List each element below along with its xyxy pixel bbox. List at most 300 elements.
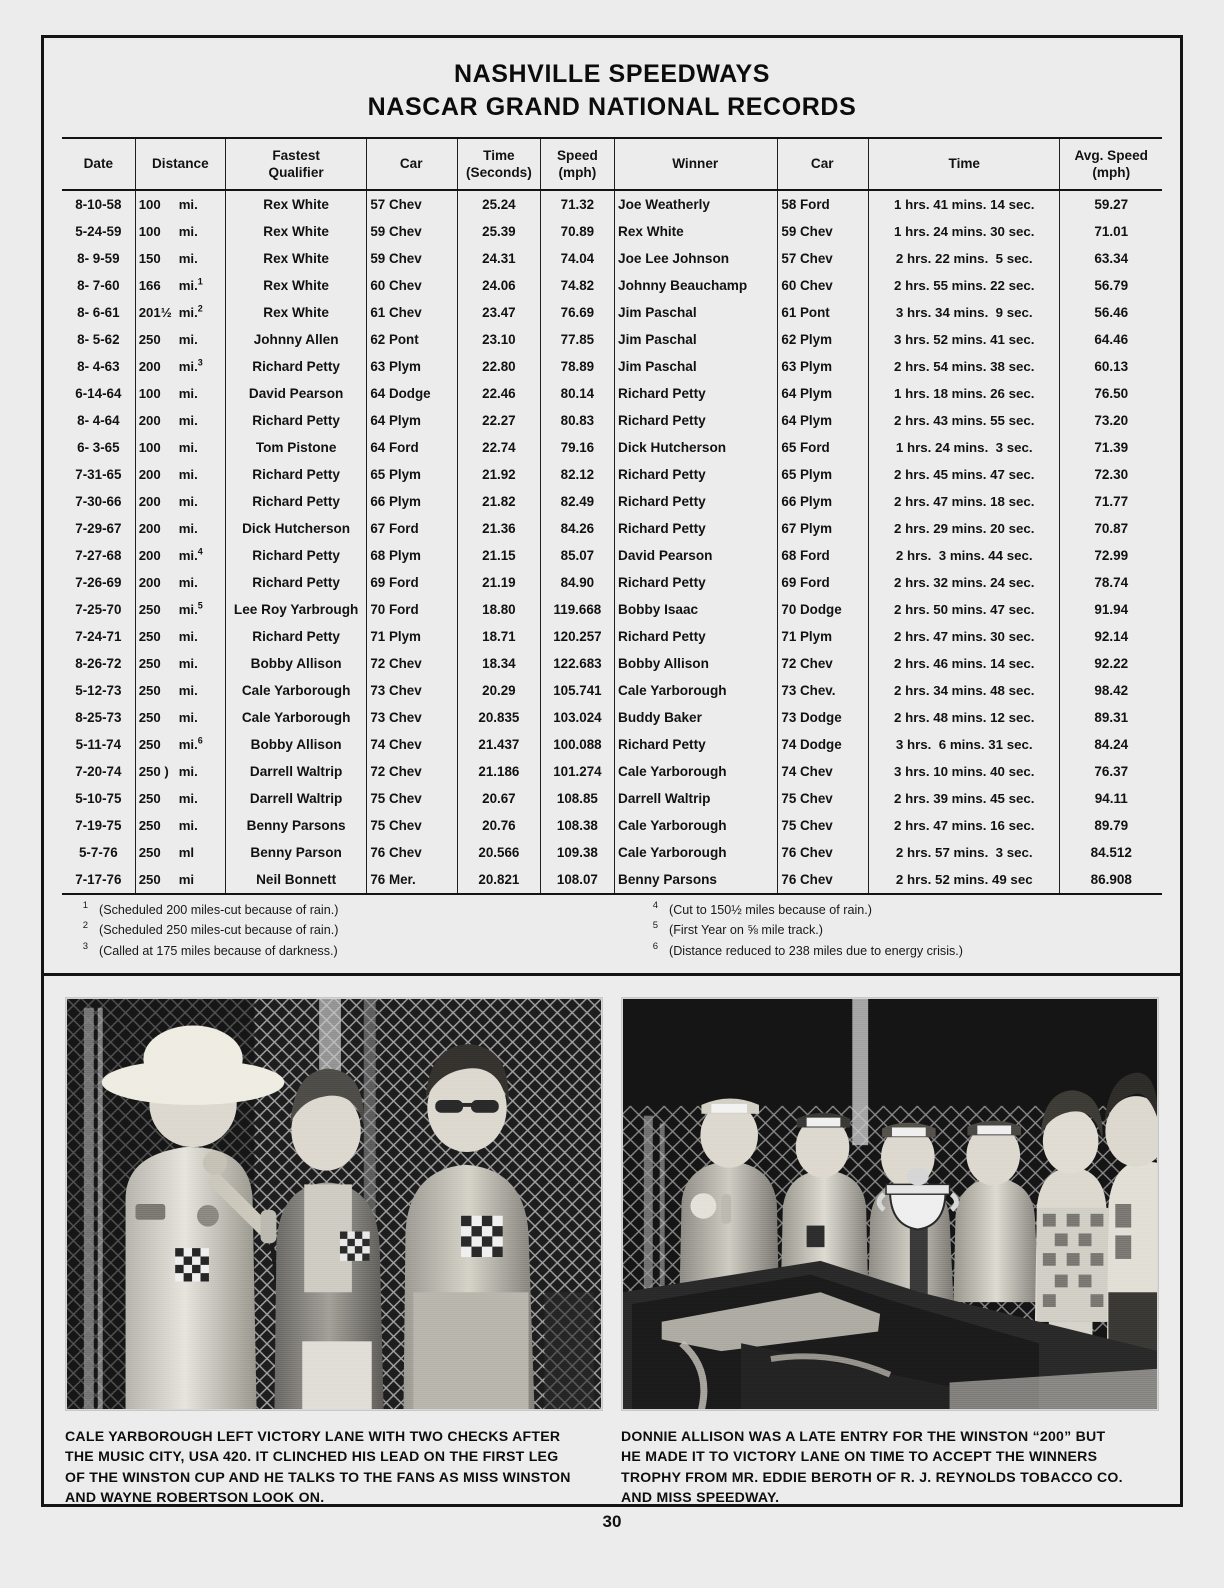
caption-left-line-2: THE MUSIC CITY, USA 420. IT CLINCHED HIS LEAD ON THE FIRST LEG [65, 1448, 559, 1465]
cell-fastest-qualifier: Cale Yarborough [225, 704, 366, 731]
cell-fastest-qualifier: Rex White [225, 272, 366, 299]
col-header-fq-line2: Qualifier [268, 164, 324, 180]
col-header-qual-car: Car [367, 138, 458, 190]
footnotes [62, 900, 1162, 961]
cell-winner-time: 2 hrs. 45 mins. 47 sec. [869, 461, 1060, 488]
footnote-text: (Scheduled 250 miles-cut because of rain.) [99, 923, 339, 938]
cell-winner-car: 64 Plym [778, 380, 869, 407]
cell-fastest-qualifier: Bobby Allison [225, 650, 366, 677]
cell-winner-time: 2 hrs. 46 mins. 14 sec. [869, 650, 1060, 677]
cell-avg-speed: 78.74 [1060, 569, 1162, 596]
cell-qualifier-speed: 108.85 [540, 785, 614, 812]
table-row [62, 758, 1162, 785]
table-row [62, 839, 1162, 866]
cell-date: 7-31-65 [75, 467, 122, 483]
cell-fastest-qualifier: Tom Pistone [225, 434, 366, 461]
cell-qualifier-speed: 120.257 [540, 623, 614, 650]
cell-distance: 250 mi. [135, 650, 225, 677]
footnote-number: 3 [82, 940, 88, 952]
cell-qualifier-car: 67 Ford [367, 515, 458, 542]
cell-avg-speed: 84.512 [1060, 839, 1162, 866]
col-header-winner: Winner [615, 138, 778, 190]
cell-distance: 100 mi. [135, 380, 225, 407]
cell-distance: 250 mi.$^5$ [135, 596, 225, 623]
cell-winner-time: 2 hrs. 47 mins. 16 sec. [869, 812, 1060, 839]
cell-winner-time: 2 hrs. 3 mins. 44 sec. [869, 542, 1060, 569]
cell-qualifier-speed: 70.89 [540, 218, 614, 245]
cell-distance: 200 mi.$^3$ [135, 353, 225, 380]
caption-left-line-4: AND WAYNE ROBERTSON LOOK ON. [65, 1489, 325, 1506]
cell-winner-time: 2 hrs. 55 mins. 22 sec. [869, 272, 1060, 299]
cell-winner-time: 2 hrs. 29 mins. 20 sec. [869, 515, 1060, 542]
table-row [62, 272, 1162, 299]
cell-qualifier-time: 22.74 [458, 434, 541, 461]
cell-avg-speed: 63.34 [1060, 245, 1162, 272]
cell-winner: David Pearson [615, 542, 778, 569]
cell-qualifier-car: 76 Chev [367, 839, 458, 866]
cell-fastest-qualifier: Dick Hutcherson [225, 515, 366, 542]
cell-avg-speed: 56.79 [1060, 272, 1162, 299]
cell-fastest-qualifier: Johnny Allen [225, 326, 366, 353]
cell-qualifier-time: 22.27 [458, 407, 541, 434]
cell-qualifier-time: 24.06 [458, 272, 541, 299]
cell-winner-car: 66 Plym [778, 488, 869, 515]
footnote-item [632, 900, 1162, 920]
cell-winner-car: 72 Chev [778, 650, 869, 677]
cell-date: 7-19-75 [75, 818, 122, 834]
cell-winner-car: 59 Chev [778, 218, 869, 245]
cell-qualifier-time: 20.29 [458, 677, 541, 704]
cell-winner-car: 73 Dodge [778, 704, 869, 731]
cell-winner: Joe Lee Johnson [615, 245, 778, 272]
cell-fastest-qualifier: Benny Parson [225, 839, 366, 866]
cell-qualifier-car: 72 Chev [367, 650, 458, 677]
cell-fastest-qualifier: Richard Petty [225, 488, 366, 515]
cell-distance: 200 mi. [135, 407, 225, 434]
cell-distance: 100 mi. [135, 434, 225, 461]
cell-qualifier-speed: 80.83 [540, 407, 614, 434]
cell-fastest-qualifier: Darrell Waltrip [225, 758, 366, 785]
cell-fastest-qualifier: Lee Roy Yarbrough [225, 596, 366, 623]
page-number: 30 [602, 1512, 622, 1531]
cell-avg-speed: 94.11 [1060, 785, 1162, 812]
cell-winner-time: 2 hrs. 39 mins. 45 sec. [869, 785, 1060, 812]
footnote-text: (First Year on ⅝ mile track.) [669, 923, 823, 938]
cell-date: 8-26-72 [75, 656, 122, 672]
table-row [62, 866, 1162, 894]
col-header-qual-speed [540, 138, 614, 190]
cell-distance: 200 mi. [135, 461, 225, 488]
cell-winner: Johnny Beauchamp [615, 272, 778, 299]
cell-fastest-qualifier: Richard Petty [225, 623, 366, 650]
cell-qualifier-car: 66 Plym [367, 488, 458, 515]
cell-fastest-qualifier: Neil Bonnett [225, 866, 366, 894]
cell-winner: Bobby Allison [615, 650, 778, 677]
cell-qualifier-car: 59 Chev [367, 245, 458, 272]
photo-grain-overlay [66, 998, 602, 1410]
cell-distance: 250 mi [135, 866, 225, 894]
table-row [62, 704, 1162, 731]
cell-winner: Rex White [615, 218, 778, 245]
cell-winner: Richard Petty [615, 488, 778, 515]
cell-distance: 150 mi. [135, 245, 225, 272]
cell-avg-speed: 73.20 [1060, 407, 1162, 434]
table-row [62, 353, 1162, 380]
cell-winner-car: 70 Dodge [778, 596, 869, 623]
cell-qualifier-car: 73 Chev [367, 677, 458, 704]
cell-qualifier-car: 61 Chev [367, 299, 458, 326]
footnote-text: (Scheduled 200 miles-cut because of rain.) [99, 903, 339, 917]
cell-winner: Richard Petty [615, 461, 778, 488]
cell-winner: Buddy Baker [615, 704, 778, 731]
cell-avg-speed: 92.14 [1060, 623, 1162, 650]
cell-winner-car: 58 Ford [778, 190, 869, 218]
cell-qualifier-speed: 84.26 [540, 515, 614, 542]
cell-qualifier-time: 20.821 [458, 866, 541, 894]
col-header-win-time: Time [869, 138, 1060, 190]
cell-date: 5-10-75 [75, 791, 122, 807]
cell-winner-time: 2 hrs. 50 mins. 47 sec. [869, 596, 1060, 623]
cell-winner-time: 2 hrs. 34 mins. 48 sec. [869, 677, 1060, 704]
col-header-avg-speed-line1: Avg. Speed [1074, 148, 1148, 163]
footnote-number: 4 [652, 900, 658, 911]
cell-distance: 250 ) mi. [135, 758, 225, 785]
cell-winner-time: 2 hrs. 22 mins. 5 sec. [869, 245, 1060, 272]
cell-avg-speed: 59.27 [1060, 190, 1162, 218]
cell-winner-car: 73 Chev. [778, 677, 869, 704]
table-row [62, 731, 1162, 758]
photo-cell-right [621, 997, 1159, 1508]
cell-avg-speed: 71.39 [1060, 434, 1162, 461]
table-row [62, 434, 1162, 461]
cell-qualifier-car: 76 Mer. [367, 866, 458, 894]
records-panel [44, 38, 1180, 976]
footnotes-left-column [62, 900, 592, 961]
cell-fastest-qualifier: Richard Petty [225, 569, 366, 596]
cell-qualifier-time: 20.67 [458, 785, 541, 812]
cell-winner: Richard Petty [615, 731, 778, 758]
footnote-item [62, 900, 592, 920]
cell-qualifier-car: 60 Chev [367, 272, 458, 299]
cell-qualifier-speed: 80.14 [540, 380, 614, 407]
cell-winner-time: 2 hrs. 54 mins. 38 sec. [869, 353, 1060, 380]
page-frame [41, 35, 1183, 1507]
col-header-fastest-qualifier [225, 138, 366, 190]
cell-winner: Jim Paschal [615, 299, 778, 326]
cell-winner-car: 74 Dodge [778, 731, 869, 758]
cell-qualifier-car: 71 Plym [367, 623, 458, 650]
cell-winner-car: 75 Chev [778, 812, 869, 839]
cell-winner-time: 1 hrs. 24 mins. 3 sec. [869, 434, 1060, 461]
cell-winner: Cale Yarborough [615, 812, 778, 839]
footnote-number: 6 [652, 940, 658, 952]
caption-right-line-1: DONNIE ALLISON WAS A LATE ENTRY FOR THE WINSTON “200” BUT [621, 1428, 1106, 1444]
cell-winner-car: 64 Plym [778, 407, 869, 434]
cell-avg-speed: 64.46 [1060, 326, 1162, 353]
cell-winner-car: 75 Chev [778, 785, 869, 812]
cell-date: 8-25-73 [75, 710, 122, 726]
cell-qualifier-speed: 103.024 [540, 704, 614, 731]
cell-fastest-qualifier: Rex White [225, 190, 366, 218]
cell-date: 8- 7-60 [77, 278, 120, 294]
cell-winner: Richard Petty [615, 407, 778, 434]
cell-qualifier-time: 24.31 [458, 245, 541, 272]
cell-avg-speed: 72.99 [1060, 542, 1162, 569]
table-row [62, 623, 1162, 650]
footnote-number: 2 [82, 920, 88, 932]
cell-qualifier-car: 64 Plym [367, 407, 458, 434]
cell-date: 7-17-76 [62, 866, 135, 894]
footnote-text: (Called at 175 miles because of darkness.) [99, 943, 338, 958]
cell-avg-speed: 71.77 [1060, 488, 1162, 515]
cell-qualifier-time: 18.71 [458, 623, 541, 650]
cell-qualifier-time: 18.80 [458, 596, 541, 623]
cell-qualifier-speed: 101.274 [540, 758, 614, 785]
cell-winner-time: 2 hrs. 48 mins. 12 sec. [869, 704, 1060, 731]
table-row [62, 650, 1162, 677]
cell-qualifier-time: 20.76 [458, 812, 541, 839]
cell-qualifier-time: 23.10 [458, 326, 541, 353]
cell-distance: 201½ mi.$^2$ [135, 299, 225, 326]
cell-qualifier-car: 64 Ford [367, 434, 458, 461]
cell-avg-speed: 71.01 [1060, 218, 1162, 245]
footnote-text: (Distance reduced to 238 miles due to energy crisis.) [669, 943, 963, 958]
cell-winner-car: 68 Ford [778, 542, 869, 569]
cell-distance: 250 mi.$^6$ [135, 731, 225, 758]
col-header-date: Date [62, 138, 135, 190]
caption-left-line-1: CALE YARBOROUGH LEFT VICTORY LANE WITH TWO CHECKS AFTER [65, 1428, 561, 1444]
table-row [62, 515, 1162, 542]
cell-qualifier-speed: 78.89 [540, 353, 614, 380]
cell-qualifier-speed: 77.85 [540, 326, 614, 353]
cell-qualifier-time: 22.46 [458, 380, 541, 407]
cell-fastest-qualifier: David Pearson [225, 380, 366, 407]
cell-qualifier-car: 69 Ford [367, 569, 458, 596]
cell-winner-car: 65 Ford [778, 434, 869, 461]
caption-right [621, 1426, 1159, 1508]
cell-winner: Dick Hutcherson [615, 434, 778, 461]
caption-right-line-3: TROPHY FROM MR. EDDIE BEROTH OF R. J. REYNOLDS TOBACCO CO. [621, 1468, 1123, 1485]
photo-cell-left [65, 997, 603, 1508]
cell-avg-speed: 70.87 [1060, 515, 1162, 542]
cell-qualifier-time: 21.19 [458, 569, 541, 596]
cell-winner: Joe Weatherly [615, 190, 778, 218]
cell-distance: 200 mi. [135, 569, 225, 596]
cell-date: 6-14-64 [75, 386, 122, 402]
cell-fastest-qualifier: Rex White [225, 245, 366, 272]
cell-date: 8- 5-62 [77, 332, 120, 348]
cell-qualifier-speed: 119.668 [540, 596, 614, 623]
cell-winner-car: 76 Chev [778, 866, 869, 894]
cell-date: 7-20-74 [75, 764, 122, 780]
cell-avg-speed: 91.94 [1060, 596, 1162, 623]
cell-distance: 100 mi. [135, 218, 225, 245]
records-table-body [62, 190, 1162, 894]
cell-winner-time: 1 hrs. 18 mins. 26 sec. [869, 380, 1060, 407]
cell-winner-time: 1 hrs. 24 mins. 30 sec. [869, 218, 1060, 245]
cell-date: 8- 4-63 [77, 359, 120, 375]
cell-winner: Darrell Waltrip [615, 785, 778, 812]
cell-qualifier-car: 62 Pont [367, 326, 458, 353]
cell-distance: 166 mi.$^1$ [135, 272, 225, 299]
cell-winner: Bobby Isaac [615, 596, 778, 623]
cell-fastest-qualifier: Richard Petty [225, 353, 366, 380]
cell-date: 5-24-59 [75, 224, 122, 240]
cell-date: 7-30-66 [75, 494, 122, 510]
cell-winner-time: 3 hrs. 6 mins. 31 sec. [869, 731, 1060, 758]
cell-fastest-qualifier: Cale Yarborough [225, 677, 366, 704]
title-line-2: NASCAR GRAND NATIONAL RECORDS [367, 93, 857, 121]
col-header-qual-time-line1: Time [483, 148, 515, 163]
cell-distance: 200 mi.$^4$ [135, 542, 225, 569]
cell-qualifier-time: 25.39 [458, 218, 541, 245]
footnote-number: 5 [652, 920, 658, 932]
cell-qualifier-speed: 84.90 [540, 569, 614, 596]
table-row [62, 542, 1162, 569]
cell-distance: 100 mi. [135, 190, 225, 218]
table-row [62, 326, 1162, 353]
cell-date: 8- 6-61 [77, 305, 120, 321]
cell-qualifier-time: 25.24 [458, 190, 541, 218]
cell-winner-car: 62 Plym [778, 326, 869, 353]
cell-qualifier-car: 57 Chev [367, 190, 458, 218]
cell-winner: Richard Petty [615, 569, 778, 596]
cell-qualifier-speed: 100.088 [540, 731, 614, 758]
cell-qualifier-time: 21.92 [458, 461, 541, 488]
photo-row [44, 976, 1180, 1508]
table-row [62, 245, 1162, 272]
cell-distance: 250 mi. [135, 704, 225, 731]
title-line-1: NASHVILLE SPEEDWAYS [453, 60, 771, 88]
cell-avg-speed: 89.79 [1060, 812, 1162, 839]
cell-qualifier-time: 21.186 [458, 758, 541, 785]
cell-winner-time: 3 hrs. 34 mins. 9 sec. [869, 299, 1060, 326]
caption-right-line-4: AND MISS SPEEDWAY. [621, 1489, 780, 1506]
cell-date: 5-12-73 [75, 683, 122, 699]
cell-qualifier-time: 21.36 [458, 515, 541, 542]
cell-avg-speed: 60.13 [1060, 353, 1162, 380]
cell-winner-car: 61 Pont [778, 299, 869, 326]
cell-distance: 200 mi. [135, 488, 225, 515]
cell-fastest-qualifier: Rex White [225, 299, 366, 326]
cell-date: 7-25-70 [75, 602, 122, 618]
cell-qualifier-speed: 108.07 [540, 866, 614, 894]
cell-avg-speed: 76.50 [1060, 380, 1162, 407]
cell-winner: Benny Parsons [615, 866, 778, 894]
cell-winner-time: 1 hrs. 41 mins. 14 sec. [869, 190, 1060, 218]
cell-qualifier-car: 75 Chev [367, 812, 458, 839]
cell-winner: Jim Paschal [615, 326, 778, 353]
cell-distance: 250 ml [135, 839, 225, 866]
photo-grain-overlay [622, 998, 1158, 1410]
cell-qualifier-car: 75 Chev [367, 785, 458, 812]
cell-winner-time: 2 hrs. 52 mins. 49 sec [869, 866, 1060, 894]
cell-fastest-qualifier: Darrell Waltrip [225, 785, 366, 812]
table-row [62, 299, 1162, 326]
cell-winner-car: 57 Chev [778, 245, 869, 272]
footnote-item [632, 920, 1162, 940]
cell-winner-time: 2 hrs. 47 mins. 30 sec. [869, 623, 1060, 650]
cell-qualifier-speed: 82.12 [540, 461, 614, 488]
cell-fastest-qualifier: Benny Parsons [225, 812, 366, 839]
victory-lane-interview-photo [65, 997, 603, 1411]
cell-qualifier-speed: 85.07 [540, 542, 614, 569]
cell-qualifier-time: 18.34 [458, 650, 541, 677]
table-row [62, 569, 1162, 596]
cell-winner: Cale Yarborough [615, 677, 778, 704]
cell-qualifier-speed: 74.82 [540, 272, 614, 299]
cell-date: 7-26-69 [75, 575, 122, 591]
col-header-qual-time [458, 138, 541, 190]
cell-date: 7-29-67 [75, 521, 122, 537]
col-header-avg-speed-line2: (mph) [1092, 164, 1131, 180]
cell-qualifier-time: 23.47 [458, 299, 541, 326]
cell-qualifier-speed: 109.38 [540, 839, 614, 866]
cell-winner: Richard Petty [615, 380, 778, 407]
cell-fastest-qualifier: Bobby Allison [225, 731, 366, 758]
table-row [62, 488, 1162, 515]
col-header-qual-time-line2: (Seconds) [466, 164, 532, 180]
winston-200-trophy-photo [621, 997, 1159, 1411]
cell-qualifier-car: 68 Plym [367, 542, 458, 569]
cell-date: 8-10-58 [75, 197, 122, 213]
cell-qualifier-car: 74 Chev [367, 731, 458, 758]
cell-distance: 200 mi. [135, 515, 225, 542]
cell-winner-time: 2 hrs. 43 mins. 55 sec. [869, 407, 1060, 434]
cell-qualifier-car: 65 Plym [367, 461, 458, 488]
cell-fastest-qualifier: Richard Petty [225, 407, 366, 434]
cell-fastest-qualifier: Richard Petty [225, 461, 366, 488]
cell-date: 7-27-68 [75, 548, 122, 564]
cell-winner: Cale Yarborough [615, 839, 778, 866]
cell-winner-car: 63 Plym [778, 353, 869, 380]
table-row [62, 407, 1162, 434]
cell-distance: 250 mi. [135, 677, 225, 704]
table-row [62, 596, 1162, 623]
cell-distance: 250 mi. [135, 785, 225, 812]
footnote-number: 1 [82, 900, 88, 911]
cell-qualifier-car: 70 Ford [367, 596, 458, 623]
cell-winner-car: 67 Plym [778, 515, 869, 542]
records-table-wrap [62, 137, 1162, 895]
cell-qualifier-time: 21.437 [458, 731, 541, 758]
footnote-item [62, 941, 592, 961]
cell-winner: Richard Petty [615, 623, 778, 650]
cell-date: 5-7-76 [78, 845, 118, 861]
footnote-item [632, 941, 1162, 961]
table-header-row [62, 138, 1162, 190]
cell-fastest-qualifier: Richard Petty [225, 542, 366, 569]
cell-qualifier-time: 22.80 [458, 353, 541, 380]
cell-winner: Cale Yarborough [615, 758, 778, 785]
caption-right-line-2: HE MADE IT TO VICTORY LANE ON TIME TO ACCEPT THE WINNERS [621, 1448, 1098, 1465]
cell-avg-speed: 92.22 [1060, 650, 1162, 677]
records-table-head [62, 138, 1162, 190]
cell-qualifier-speed: 122.683 [540, 650, 614, 677]
cell-winner-time: 3 hrs. 52 mins. 41 sec. [869, 326, 1060, 353]
cell-avg-speed: 76.37 [1060, 758, 1162, 785]
cell-distance: 250 mi. [135, 812, 225, 839]
records-table [62, 137, 1162, 895]
table-row [62, 677, 1162, 704]
cell-winner-time: 2 hrs. 47 mins. 18 sec. [869, 488, 1060, 515]
photos-panel [44, 976, 1180, 1504]
cell-qualifier-time: 20.835 [458, 704, 541, 731]
cell-distance: 250 mi. [135, 623, 225, 650]
cell-winner: Richard Petty [615, 515, 778, 542]
caption-left-line-3: OF THE WINSTON CUP AND HE TALKS TO THE FANS AS MISS WINSTON [65, 1468, 571, 1485]
cell-winner-car: 60 Chev [778, 272, 869, 299]
